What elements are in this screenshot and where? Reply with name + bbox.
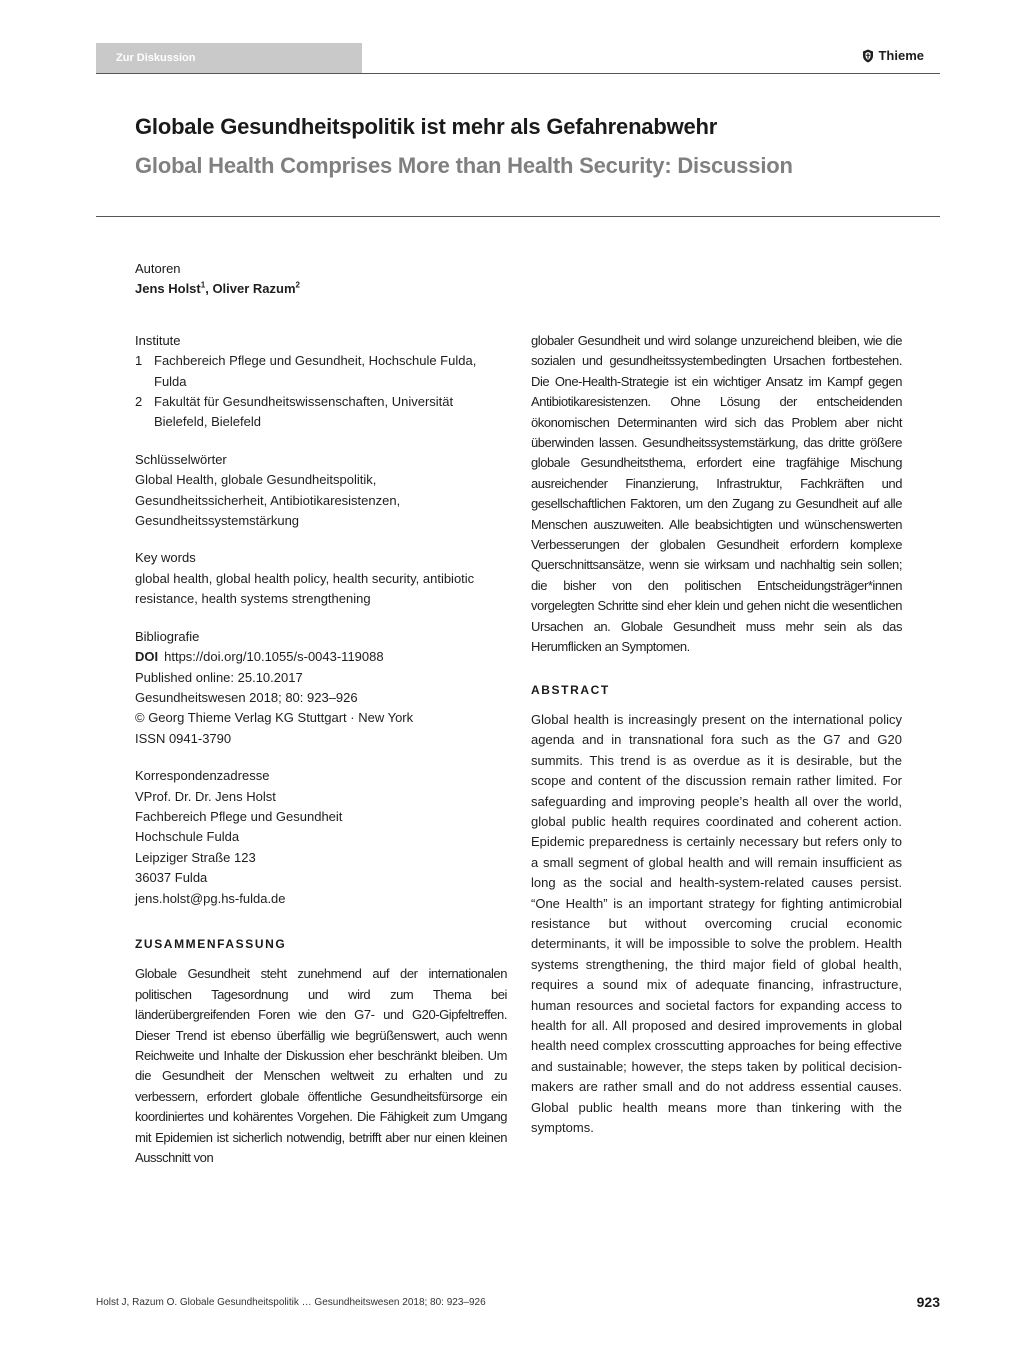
abstract-text: Global health is increasingly present on the international policy agenda and in transnational fora such as the G7 and G20 summits. This trend is as overdue as it is desirable, but the scope and content of the discussion remain rather limited. For safeguarding and improving people’s health all over the world, global public health requires coordinated and coherent action. Epidemic preparedness is certainly necessary but refers only to a small segment of global health and will remain insufficient as long as the social and health-system-related causes persist. “One Health” is an important strategy for fighting antimicrobial resistance but without overcoming crucial economic determinants, it will be impossible to solve the problem. Health systems strengthening, the third major field of global health, requires a sound mix of adequate financing, infrastructure, human resources and societal factors for expanding access to health for all. All proposed and desired improvements in global health need complex crosscutting approaches for being effective and sustainable; however, the steps taken by political decision-makers are rather small and do not address essential causes. Global public health means more than tinkering with the symptoms. [531,711,902,1136]
copyright-line: © Georg Thieme Verlag KG Stuttgart · New York [135,710,414,726]
institutes-block [135,331,507,433]
zusammenfassung-text-part2: globaler Gesundheit und wird solange unzureichend bleiben, wie die sozialen und gesundheitssystembedingten Ursachen fortbestehen. Die One-Health-Strategie ist ein wichtiger Ansatz im Kampf gegen Antibiotikaresistenzen. Ohne Lösung der entscheidenden ökonomischen Determinanten wird sich das Problem aber nicht überwinden lassen. Gesundheitssystemstärkung, das dritte größere globale Gesundheitsthema, erfordert eine tragfähige Mischung ausreichender Finanzierung, Infrastruktur, Fachkräften und gesellschaftlichen Faktoren, um den Zugang zu Gesundheit auf alle Menschen auszuweiten. Alle beabsichtigten und wünschenswerten Verbesserungen der globalen Gesundheit erfordern komplexe Querschnittsansätze, wenn sie wirksam und nachhaltig sein sollen; die bisher von den politischen Entscheidungsträger*innen vorgelegten Schritte sind eher klein und gehen nicht die wesentlichen Ursachen an. Globale Gesundheit muss mehr sein als das Herumflicken an Symptomen. [531,333,902,655]
abstract-heading: ABSTRACT [531,682,610,697]
shield-crest-icon [862,49,874,63]
author-name: Jens Holst [135,281,201,297]
title-divider [96,216,940,217]
zusammenfassung-text-part1: Globale Gesundheit steht zunehmend auf der internationalen politischen Tagesordnung und wird zum Thema bei länderübergreifenden Foren wie den G7- und G20-Gipfeltreffen. Dieser Trend ist ebenso überfällig wie begrüßenswert, auch wenn Reichweite und Inhalte der Diskussion eher beschränkt bleiben. Um die Gesundheit der Menschen weltweit zu erhalten und zu verbessern, erfordert globale öffentliche Gesundheitsfürsorge ein koordiniertes und kohärentes Vorgehen. Die Fähigkeit zum Umgang mit Epidemien ist sicherlich notwendig, betrifft aber nur einen kleinen Ausschnitt von [135,966,507,1166]
article-title-english: Global Health Comprises More than Health Security: Discussion [135,153,793,178]
section-label: Zur Diskussion [96,43,362,74]
left-column [135,259,507,1168]
keywords-english-text: global health, global health policy, health security, antibiotic resistance, health systems strengthening [135,570,475,607]
publisher-name: Thieme [878,48,924,63]
doi-label: DOI [135,649,159,665]
institute-item [135,351,507,392]
authors-block [135,259,507,300]
bibliography-label: Bibliografie [135,628,200,644]
article-title-german: Globale Gesundheitspolitik ist mehr als Gefahrenabwehr [135,114,718,139]
journal-reference: Gesundheitswesen 2018; 80: 923–926 [135,689,358,705]
author-list [135,279,507,299]
page-number: 923 [916,1294,940,1310]
institute-text: Fakultät für Gesundheitswissenschaften, Universität Bielefeld, Bielefeld [154,394,454,430]
correspondence-block [135,766,507,909]
keywords-english-block [135,548,507,609]
author-affiliation: 2 [295,281,300,291]
keywords-english-label: Key words [135,550,196,566]
correspondence-line: 36037 Fulda [135,870,208,886]
institute-item [135,392,507,433]
correspondence-line: Fachbereich Pflege und Gesundheit [135,808,343,824]
keywords-german-block [135,450,507,532]
published-date: Published online: 25.10.2017 [135,669,303,685]
correspondence-line: Hochschule Fulda [135,829,240,845]
zusammenfassung-heading: ZUSAMMENFASSUNG [135,936,287,951]
correspondence-line: Leipziger Straße 123 [135,849,256,865]
authors-label: Autoren [135,261,181,276]
keywords-german-label: Schlüsselwörter [135,451,227,467]
correspondence-label: Korrespondenzadresse [135,768,270,784]
right-column [531,331,902,1138]
bibliography-block [135,627,507,749]
correspondence-email[interactable]: jens.holst@pg.hs-fulda.de [135,890,286,906]
doi-line [135,647,507,667]
correspondence-line: VProf. Dr. Dr. Jens Holst [135,788,276,804]
author-separator: , [205,281,213,297]
doi-link[interactable]: https://doi.org/10.1055/s-0043-119088 [164,649,384,665]
header-divider [96,73,940,74]
issn-line: ISSN 0941-3790 [135,730,232,746]
institutes-label: Institute [135,332,181,348]
institute-number: 1 [135,353,143,369]
author-name: Oliver Razum [212,281,296,297]
footer-citation: Holst J, Razum O. Globale Gesundheitspolitik … Gesundheitswesen 2018; 80: 923–926 [96,1297,486,1308]
publisher-logo [862,48,924,63]
keywords-german-text: Global Health, globale Gesundheitspolitik, Gesundheitssicherheit, Antibiotikaresistenzen, Gesundheitssystemstärkung [135,472,401,529]
institute-text: Fachbereich Pflege und Gesundheit, Hochschule Fulda, Fulda [154,353,477,389]
author-affiliation: 1 [200,281,206,291]
institute-number: 2 [135,394,143,410]
